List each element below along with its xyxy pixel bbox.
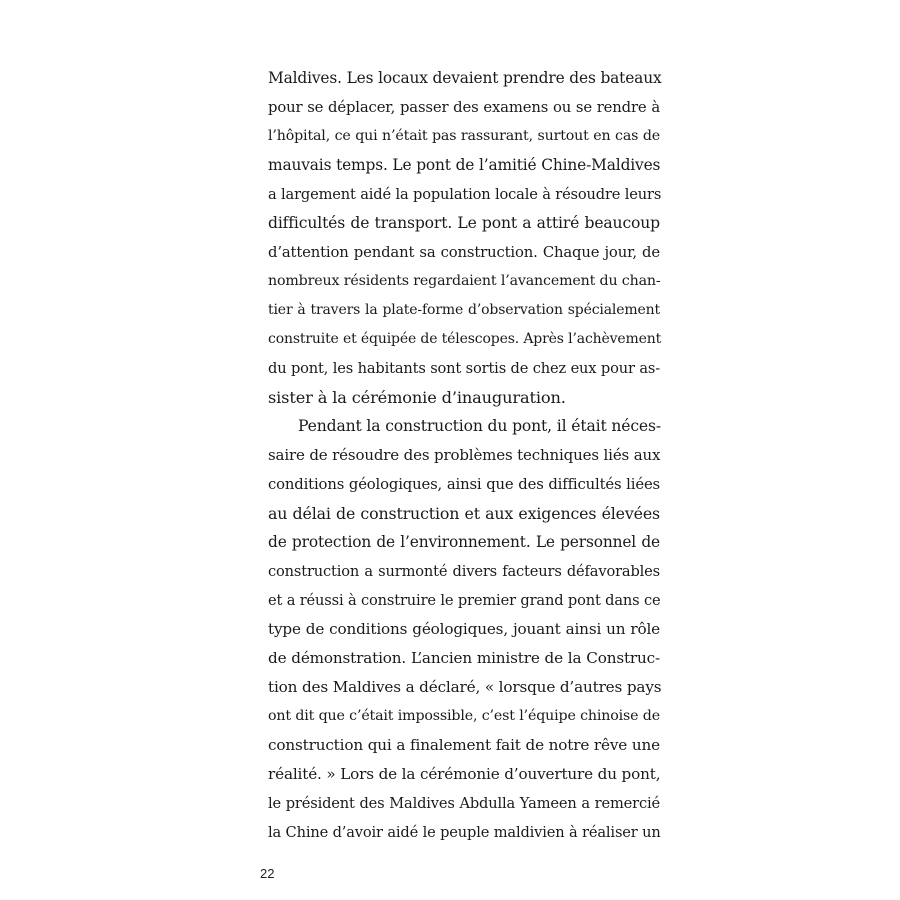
- text-line: la Chine d’avoir aidé le peuple maldivien à réaliser un: [268, 824, 661, 841]
- text-line: du pont, les habitants sont sortis de chez eux pour as-: [268, 360, 660, 377]
- text-line: difficultés de transport. Le pont a attiré beaucoup: [268, 214, 660, 232]
- text-line: tier à travers la plate-forme d’observation spécialement: [268, 302, 660, 318]
- text-line: nombreux résidents regardaient l’avancement du chan-: [268, 273, 661, 289]
- text-line: d’attention pendant sa construction. Chaque jour, de: [268, 244, 660, 261]
- text-line: construction qui a finalement fait de notre rêve une: [268, 736, 660, 754]
- text-line: saire de résoudre des problèmes techniques liés aux: [268, 446, 661, 464]
- body-text: [268, 64, 660, 847]
- text-line: a largement aidé la population locale à résoudre leurs: [268, 186, 662, 203]
- text-line: tion des Maldives a déclaré, « lorsque d’autres pays: [268, 678, 662, 696]
- text-line: Pendant la construction du pont, il était néces-: [298, 417, 661, 435]
- text-line: type de conditions géologiques, jouant ainsi un rôle: [268, 620, 660, 638]
- text-line: sister à la cérémonie d’inauguration.: [268, 388, 566, 407]
- paragraph-2: [268, 412, 660, 847]
- text-line: conditions géologiques, ainsi que des difficultés liées: [268, 476, 660, 493]
- text-line: l’hôpital, ce qui n’était pas rassurant, surtout en cas de: [268, 128, 660, 144]
- text-line: et a réussi à construire le premier grand pont dans ce: [268, 592, 661, 609]
- paragraph-1: [268, 64, 660, 412]
- text-line: construite et équipée de télescopes. Après l’achèvement: [268, 331, 662, 347]
- text-line: de démonstration. L’ancien ministre de la Construc-: [268, 649, 660, 667]
- text-line: mauvais temps. Le pont de l’amitié Chine-Maldives: [268, 156, 661, 174]
- text-line: ont dit que c’était impossible, c’est l’équipe chinoise de: [268, 708, 660, 724]
- text-line: au délai de construction et aux exigences élevées: [268, 504, 660, 523]
- text-line: construction a surmonté divers facteurs défavorables: [268, 563, 660, 580]
- text-line: de protection de l’environnement. Le personnel de: [268, 533, 660, 551]
- text-line: pour se déplacer, passer des examens ou se rendre à: [268, 99, 660, 116]
- text-line: réalité. » Lors de la cérémonie d’ouverture du pont,: [268, 765, 661, 783]
- text-line: Maldives. Les locaux devaient prendre des bateaux: [268, 69, 662, 87]
- page-number: 22: [260, 866, 275, 881]
- text-line: le président des Maldives Abdulla Yameen a remercié: [268, 795, 660, 812]
